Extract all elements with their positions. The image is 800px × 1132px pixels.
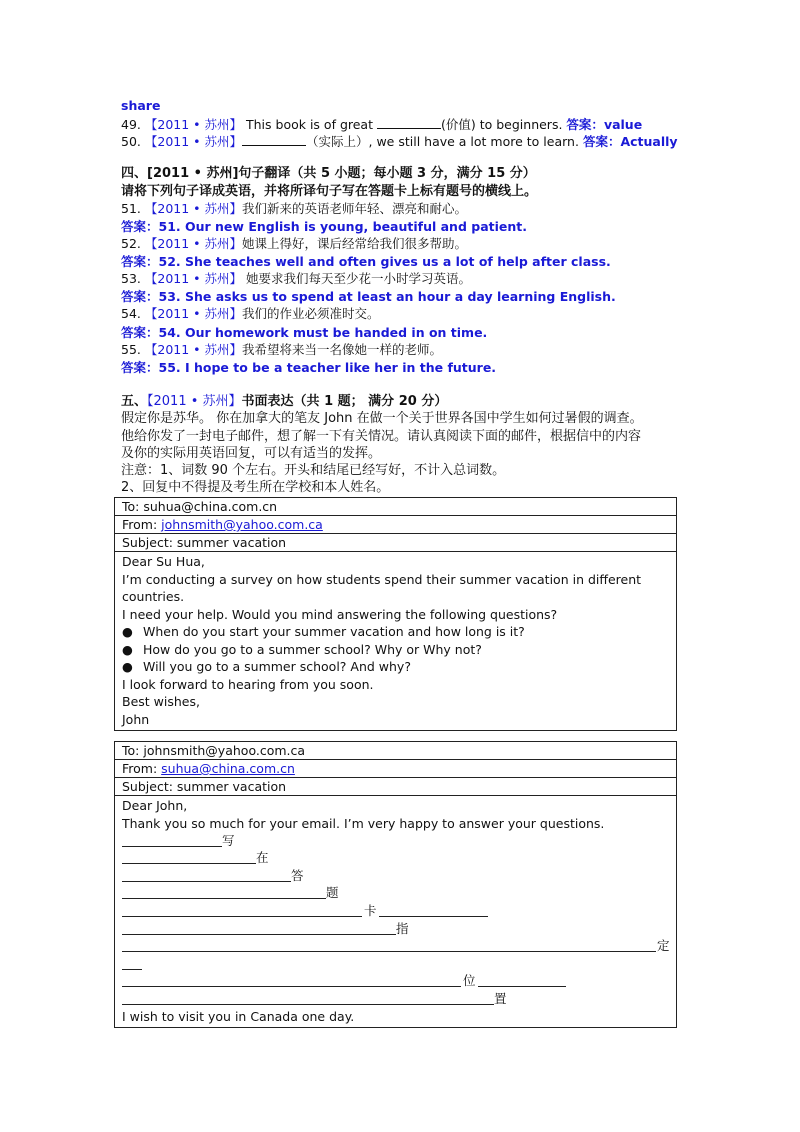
writing-char: 置	[494, 990, 507, 1006]
email-body	[115, 552, 677, 731]
subject-text: summer vacation	[176, 779, 287, 794]
writing-rule	[122, 969, 142, 970]
from-label: From:	[122, 761, 162, 776]
question-hint: （实际上）, we still have a lot more to learn.	[306, 134, 579, 149]
writing-char: 位	[463, 973, 476, 989]
question-text: 我们的作业必须准时交。	[242, 306, 380, 321]
question-52	[121, 236, 467, 252]
email-signoff: Best wishes,	[122, 694, 200, 709]
question-text: 我希望将来当一名像她一样的老师。	[242, 342, 443, 357]
writing-rule	[122, 846, 222, 847]
bullet-item	[122, 641, 669, 659]
incoming-email	[114, 497, 677, 731]
answer-54: 答案：54. Our homework must be handed in on time.	[121, 325, 488, 340]
question-number: 53.	[121, 271, 141, 286]
bullet-icon: ●	[122, 624, 133, 639]
email-greeting: Dear John,	[122, 798, 188, 813]
source-tag: 【2011 • 苏州】	[144, 117, 243, 132]
source-tag: 【2011 • 苏州】	[144, 134, 243, 149]
writing-line[interactable]	[122, 990, 669, 1008]
writing-line[interactable]	[122, 920, 669, 938]
source-tag: 【2011 • 苏州】	[144, 306, 243, 321]
section-4-heading: 四、[2011 • 苏州]句子翻译（共 5 小题；每小题 3 分，满分 15 分）	[121, 166, 536, 181]
source-tag: 【2011 • 苏州】	[147, 394, 242, 409]
writing-char: 定	[657, 938, 670, 954]
writing-char: 答	[291, 867, 304, 883]
source-tag: 【2011 • 苏州】	[144, 201, 243, 216]
writing-rule	[122, 951, 656, 952]
question-text: 她课上得好，课后经常给我们很多帮助。	[242, 236, 468, 251]
writing-char: 写	[222, 832, 235, 848]
writing-char: 题	[326, 885, 339, 901]
to-address: suhua@china.com.cn	[143, 499, 278, 514]
answer-55: 答案：55. I hope to be a teacher like her in the future.	[121, 360, 497, 375]
writing-line[interactable]	[122, 832, 669, 850]
email-line: countries.	[122, 589, 185, 604]
writing-rule	[122, 934, 396, 935]
answer-blank	[242, 133, 306, 146]
to-label: To:	[122, 743, 144, 758]
email-greeting: Dear Su Hua,	[122, 554, 205, 569]
writing-line[interactable]	[122, 973, 669, 991]
question-53	[121, 271, 471, 287]
writing-rule	[122, 898, 326, 899]
prompt-paragraph-1: 假定你是苏华。 你在加拿大的笔友 John 在做一个关于世界各国中学生如何过暑假的调查。	[121, 411, 643, 426]
email-body	[115, 796, 677, 1028]
question-text: This book is of great	[246, 117, 373, 132]
subject-label: Subject:	[122, 779, 177, 794]
email-closing: I look forward to hearing from you soon.	[122, 676, 374, 692]
top-fragment: share	[121, 98, 161, 113]
question-number: 55.	[121, 342, 141, 357]
writing-rule	[122, 881, 291, 882]
bullet-text: Will you go to a summer school? And why?	[143, 659, 411, 674]
answer-52: 答案：52. She teaches well and often gives us a lot of help after class.	[121, 254, 611, 269]
from-address-link[interactable]: johnsmith@yahoo.com.ca	[161, 517, 323, 532]
answer-blank	[377, 116, 441, 129]
email-signature: John	[122, 711, 150, 727]
answer-text: value	[603, 117, 643, 132]
answer-text: Actually	[620, 134, 678, 149]
question-text: 她要求我们每天至少花一小时学习英语。	[242, 271, 471, 286]
section-title: 书面表达（共 1 题； 满分 20 分）	[241, 394, 448, 409]
bullet-item	[122, 658, 669, 676]
section-5-heading	[121, 394, 447, 410]
note-1: 注意：1、词数 90 个左右。开头和结尾已经写好，不计入总词数。	[121, 463, 506, 478]
bullet-icon: ●	[122, 659, 133, 674]
prompt-paragraph-3: 及你的实际用英语回复，可以有适当的发挥。	[121, 446, 382, 461]
source-tag: 【2011 • 苏州】	[144, 236, 243, 251]
answer-51: 答案：51. Our new English is young, beautiful and patient.	[121, 219, 527, 234]
question-hint: (价值) to beginners.	[440, 117, 563, 132]
writing-rule	[122, 863, 256, 864]
email-line: I’m conducting a survey on how students spend their summer vacation in different	[122, 571, 642, 587]
from-label: From:	[122, 517, 162, 532]
note-2: 2、回复中不得提及考生所在学校和本人姓名。	[121, 480, 390, 495]
writing-line[interactable]	[122, 938, 669, 956]
bullet-text: How do you go to a summer school? Why or Why not?	[143, 641, 482, 657]
writing-rule	[122, 916, 488, 917]
question-50	[121, 133, 678, 150]
reply-email	[114, 741, 677, 1028]
writing-line[interactable]	[122, 885, 669, 903]
section-4-instruction: 请将下列句子译成英语，并将所译句子写在答题卡上标有题号的横线上。	[121, 184, 538, 199]
question-number: 51.	[121, 201, 141, 216]
answer-label: 答案：	[566, 117, 604, 132]
subject-label: Subject:	[122, 535, 177, 550]
answer-53: 答案：53. She asks us to spend at least an hour a day learning English.	[121, 289, 616, 304]
question-49	[121, 116, 642, 133]
source-tag: 【2011 • 苏州】	[144, 342, 243, 357]
writing-line[interactable]	[122, 955, 669, 973]
prompt-paragraph-2: 他给你发了一封电子邮件，想了解一下有关情况。请认真阅读下面的邮件，根据信中的内容	[121, 429, 642, 444]
email-line: Thank you so much for your email. I’m very happy to answer your questions.	[122, 815, 605, 831]
question-number: 54.	[121, 306, 141, 321]
bullet-icon: ●	[122, 641, 133, 657]
source-tag: 【2011 • 苏州】	[144, 271, 243, 286]
email-subject-row	[115, 534, 677, 552]
question-55	[121, 342, 442, 358]
email-to-row	[115, 498, 677, 516]
bullet-text: When do you start your summer vacation and how long is it?	[143, 624, 525, 639]
writing-char: 在	[256, 850, 269, 866]
writing-rule	[122, 1004, 494, 1005]
question-51	[121, 201, 467, 217]
question-54	[121, 306, 380, 322]
writing-line[interactable]	[122, 902, 669, 920]
to-label: To:	[122, 499, 144, 514]
section-prefix: 五、	[121, 394, 148, 409]
question-number: 50.	[121, 134, 141, 149]
writing-char: 卡	[364, 902, 377, 918]
email-subject-row	[115, 778, 677, 796]
email-from-row	[115, 760, 677, 778]
subject-text: summer vacation	[176, 535, 287, 550]
question-number: 52.	[121, 236, 141, 251]
answer-label: 答案：	[582, 134, 621, 149]
email-line: I need your help. Would you mind answering the following questions?	[122, 606, 558, 622]
email-to-row	[115, 742, 677, 760]
from-address-link[interactable]: suhua@china.com.cn	[161, 761, 295, 776]
email-closing: I wish to visit you in Canada one day.	[122, 1008, 355, 1024]
writing-rule	[122, 986, 566, 987]
writing-char: 指	[396, 920, 409, 936]
question-text: 我们新来的英语老师年轻、漂亮和耐心。	[242, 201, 468, 216]
email-from-row	[115, 516, 677, 534]
bullet-item	[122, 623, 669, 641]
to-address: johnsmith@yahoo.com.ca	[143, 743, 306, 758]
writing-line[interactable]	[122, 850, 669, 868]
writing-line[interactable]	[122, 867, 669, 885]
question-number: 49.	[121, 117, 141, 132]
